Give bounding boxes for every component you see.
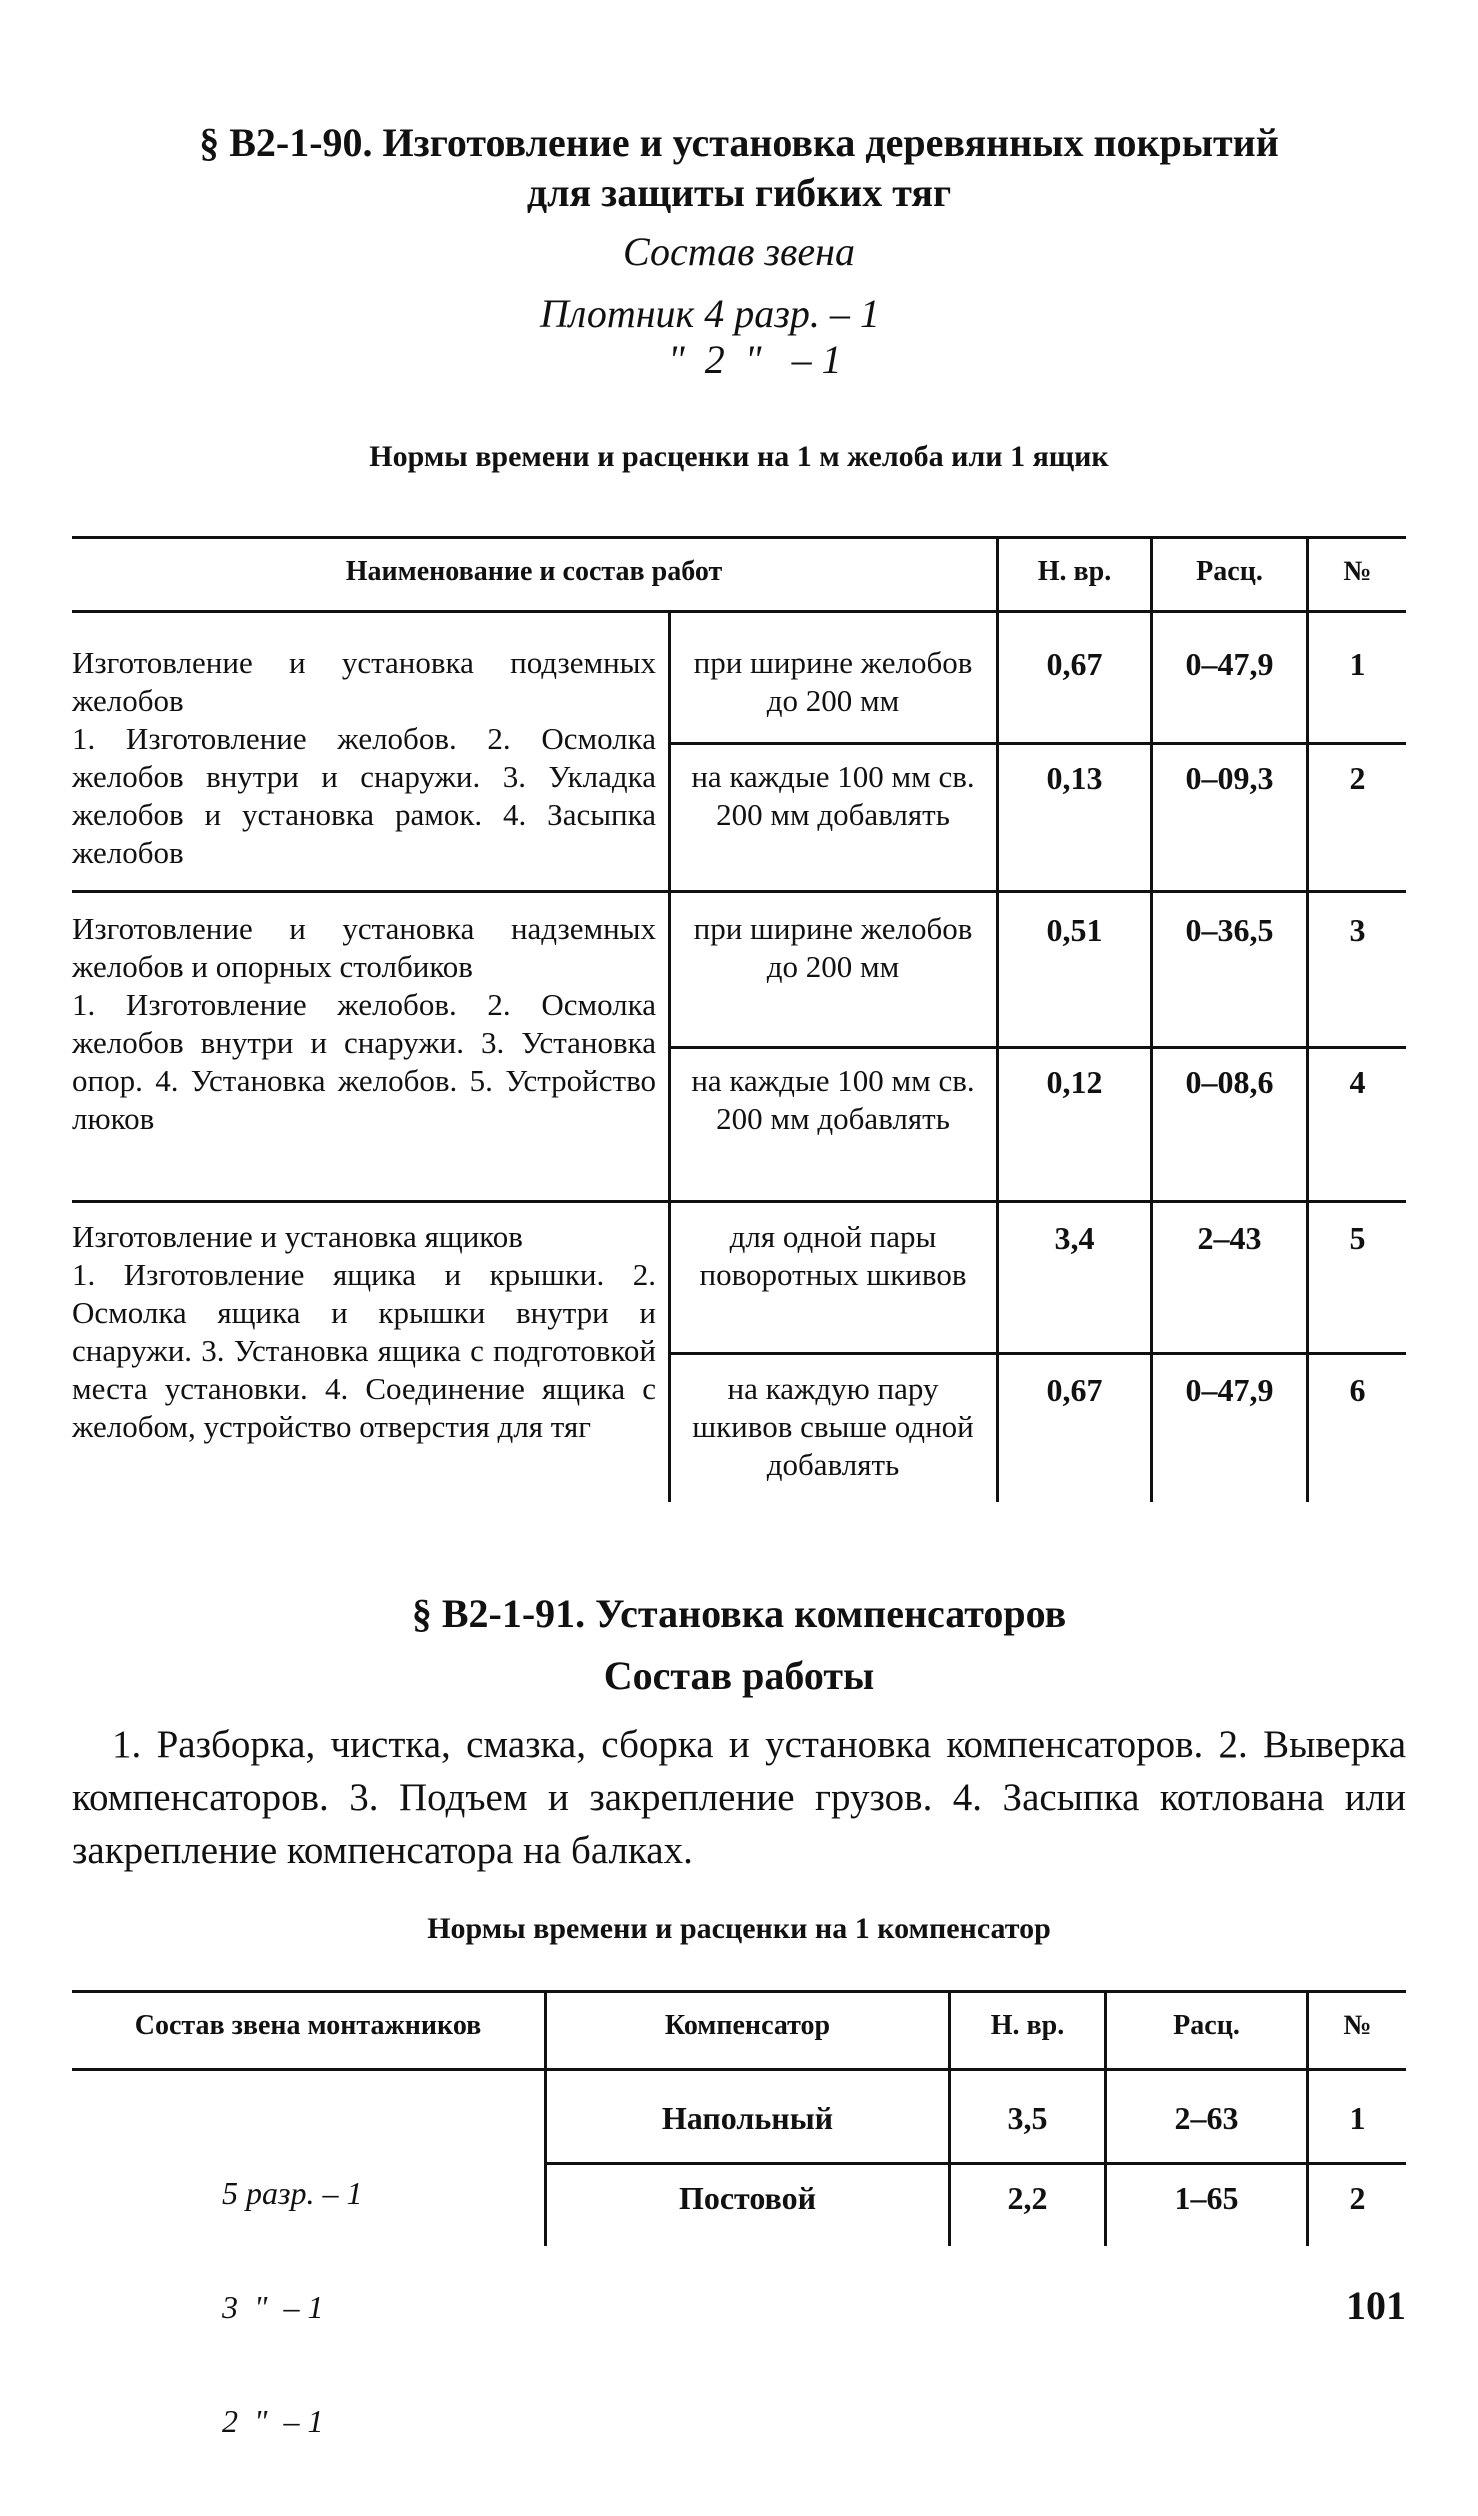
row-1-price: 0–47,9 <box>1185 646 1274 682</box>
header-work: Наименование и состав работ <box>345 556 723 587</box>
section-2-title: § В2-1-91. Установка компенсаторов <box>411 1591 1067 1636</box>
work-heading: Состав работы <box>603 1653 875 1698</box>
compensator-2-price: 1–65 <box>1174 2180 1239 2216</box>
crew-line-2: " 2 " – 1 <box>668 337 842 382</box>
row-5-time: 3,4 <box>1054 1220 1095 1256</box>
row-1-condition: при ширине желобов до 200 мм <box>693 645 973 718</box>
row-6-number: 6 <box>1349 1372 1366 1408</box>
row-6-time: 0,67 <box>1046 1372 1103 1408</box>
header-price-2: Расц. <box>1173 2010 1240 2041</box>
row-1-time: 0,67 <box>1046 646 1103 682</box>
page-number: 101 <box>1346 2283 1406 2328</box>
row-6-condition: на каждую пару шкивов свыше одной добавлять <box>692 1371 974 1482</box>
group-2-description: Изготовление и установка надземных желобов и опорных столбиков 1. Изготовление желобов. 2. Осмолка желобов внутри и снаружи. 3. Установка опор. 4. Установка желобов. 5. Устройство люков <box>72 911 656 1136</box>
row-3-condition: при ширине желобов до 200 мм <box>693 911 973 984</box>
header-price: Расц. <box>1196 556 1263 587</box>
table-caption: Нормы времени и расценки на 1 м желоба или 1 ящик <box>369 440 1109 473</box>
compensator-2: Постовой <box>678 2180 817 2216</box>
compensator-1-number: 1 <box>1349 2100 1366 2136</box>
crew-composition: 5 разр. – 1 3 " – 1 2 " – 1 <box>222 2175 363 2439</box>
compensator-1: Напольный <box>661 2100 834 2136</box>
header-number: № <box>1343 556 1372 587</box>
compensator-2-number: 2 <box>1349 2180 1366 2216</box>
header-crew: Состав звена монтажников <box>134 2010 482 2041</box>
row-2-time: 0,13 <box>1046 760 1103 796</box>
row-4-time: 0,12 <box>1046 1064 1103 1100</box>
row-5-number: 5 <box>1349 1220 1366 1256</box>
row-4-condition: на каждые 100 мм св. 200 мм добавлять <box>691 1063 975 1136</box>
compensator-2-time: 2,2 <box>1007 2180 1048 2216</box>
header-time-2: Н. вр. <box>990 2010 1065 2041</box>
row-3-number: 3 <box>1349 912 1366 948</box>
table-2-caption: Нормы времени и расценки на 1 компенсатор <box>427 1912 1051 1945</box>
crew-line-1: Плотник 4 разр. – 1 <box>540 291 880 336</box>
row-3-time: 0,51 <box>1046 912 1103 948</box>
work-description: 1. Разборка, чистка, смазка, сборка и установка компенсаторов. 2. Выверка компенсаторов. 3. Подъем и закрепление грузов. 4. Засыпка котлована или закрепление компенсатора на балках. <box>72 1723 1406 1872</box>
row-2-price: 0–09,3 <box>1185 760 1274 796</box>
header-compensator: Компенсатор <box>664 2010 831 2041</box>
row-2-number: 2 <box>1349 760 1366 796</box>
header-number-2: № <box>1343 2010 1372 2041</box>
row-3-price: 0–36,5 <box>1185 912 1274 948</box>
row-6-price: 0–47,9 <box>1185 1372 1274 1408</box>
group-3-description: Изготовление и установка ящиков 1. Изготовление ящика и крышки. 2. Осмолка ящика и крышки внутри и снаружи. 3. Установка ящика с подготовкой места установки. 4. Соединение ящика с желобом, устройство отверстия для тяг <box>72 1219 656 1444</box>
crew-heading: Состав звена <box>622 229 855 274</box>
row-4-price: 0–08,6 <box>1185 1064 1274 1100</box>
section-title: § В2-1-90. Изготовление и установка деревянных покрытий для защиты гибких тяг <box>199 120 1279 215</box>
compensator-1-price: 2–63 <box>1174 2100 1239 2136</box>
group-1-description: Изготовление и установка подземных желобов 1. Изготовление желобов. 2. Осмолка желобов внутри и снаружи. 3. Укладка желобов и установка рамок. 4. Засыпка желобов <box>72 645 656 870</box>
row-2-condition: на каждые 100 мм св. 200 мм добавлять <box>691 759 975 832</box>
row-1-number: 1 <box>1349 646 1366 682</box>
row-5-condition: для одной пары поворотных шкивов <box>699 1219 967 1292</box>
row-4-number: 4 <box>1349 1064 1366 1100</box>
row-5-price: 2–43 <box>1197 1220 1262 1256</box>
compensator-1-time: 3,5 <box>1007 2100 1048 2136</box>
header-time: Н. вр. <box>1037 556 1112 587</box>
